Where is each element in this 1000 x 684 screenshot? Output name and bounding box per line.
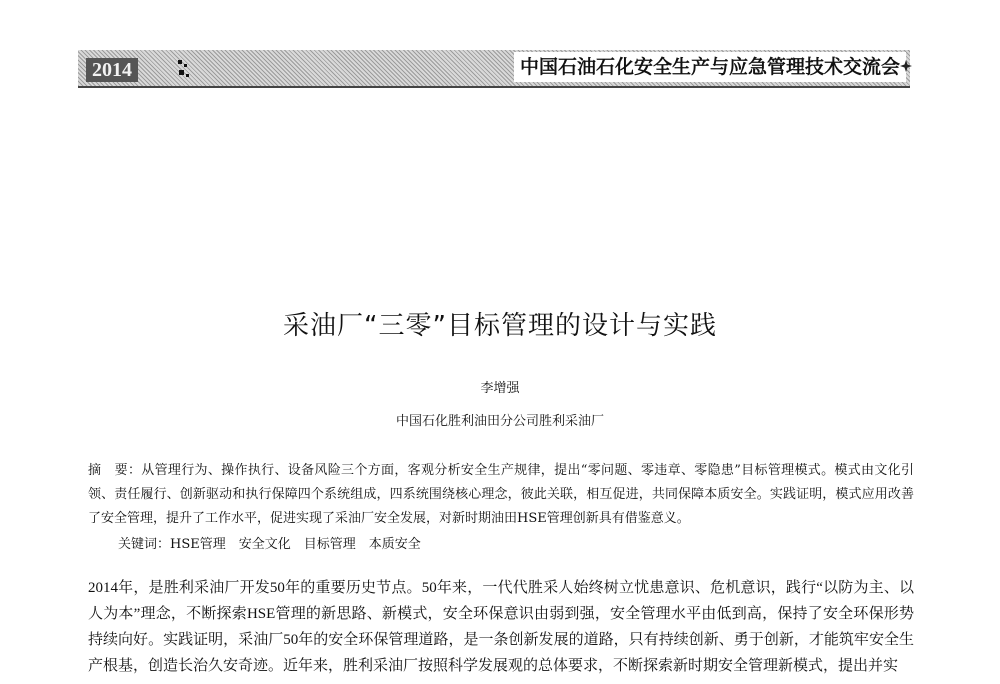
keywords (118, 533, 421, 557)
keywords-text: HSE管理 安全文化 目标管理 本质安全 (170, 537, 421, 552)
abstract-label: 摘 要： (88, 463, 142, 478)
header-year: 2014 (86, 58, 138, 82)
body-paragraph: 2014年，是胜利采油厂开发50年的重要历史节点。50年来，一代代胜采人始终树立忧患意识、危机意识，践行“以防为主、以人为本”理念，不断探索HSE管理的新思路、新模式，安全环保意识由弱到强，安全管理水平由低到高，保持了安全环保形势持续向好。实践证明，采油厂50年的安全环保管理道路，是一条创新发展的道路，只有持续创新、勇于创新，才能筑牢安全生产根基，创造长治久安奇迹。近年来，胜利采油厂按照科学发展观的总体要求，不断探索新时期安全管理新模式，提出并实 (88, 580, 914, 674)
keywords-label: 关键词： (118, 537, 171, 552)
star-icon (900, 60, 912, 72)
header-ornament-icon (176, 58, 192, 82)
abstract-text: 从管理行为、操作执行、设备风险三个方面，客观分析安全生产规律，提出“零问题、零违章、零隐患”目标管理模式。模式由文化引领、责任履行、创新驱动和执行保障四个系统组成，四系统围绕核心理念，彼此关联，相互促进，共同保障本质安全。实践证明，模式应用改善了安全管理，提升了工作水平，促进实现了采油厂安全发展，对新时期油田HSE管理创新具有借鉴意义。 (88, 463, 914, 526)
author-name: 李增强 (480, 381, 520, 396)
conference-title: 中国石油石化安全生产与应急管理技术交流会 (514, 52, 906, 82)
abstract (88, 459, 914, 531)
author-affiliation: 中国石化胜利油田分公司胜利采油厂 (395, 414, 604, 429)
paper-title: 采油厂“三零”目标管理的设计与实践 (283, 311, 717, 341)
